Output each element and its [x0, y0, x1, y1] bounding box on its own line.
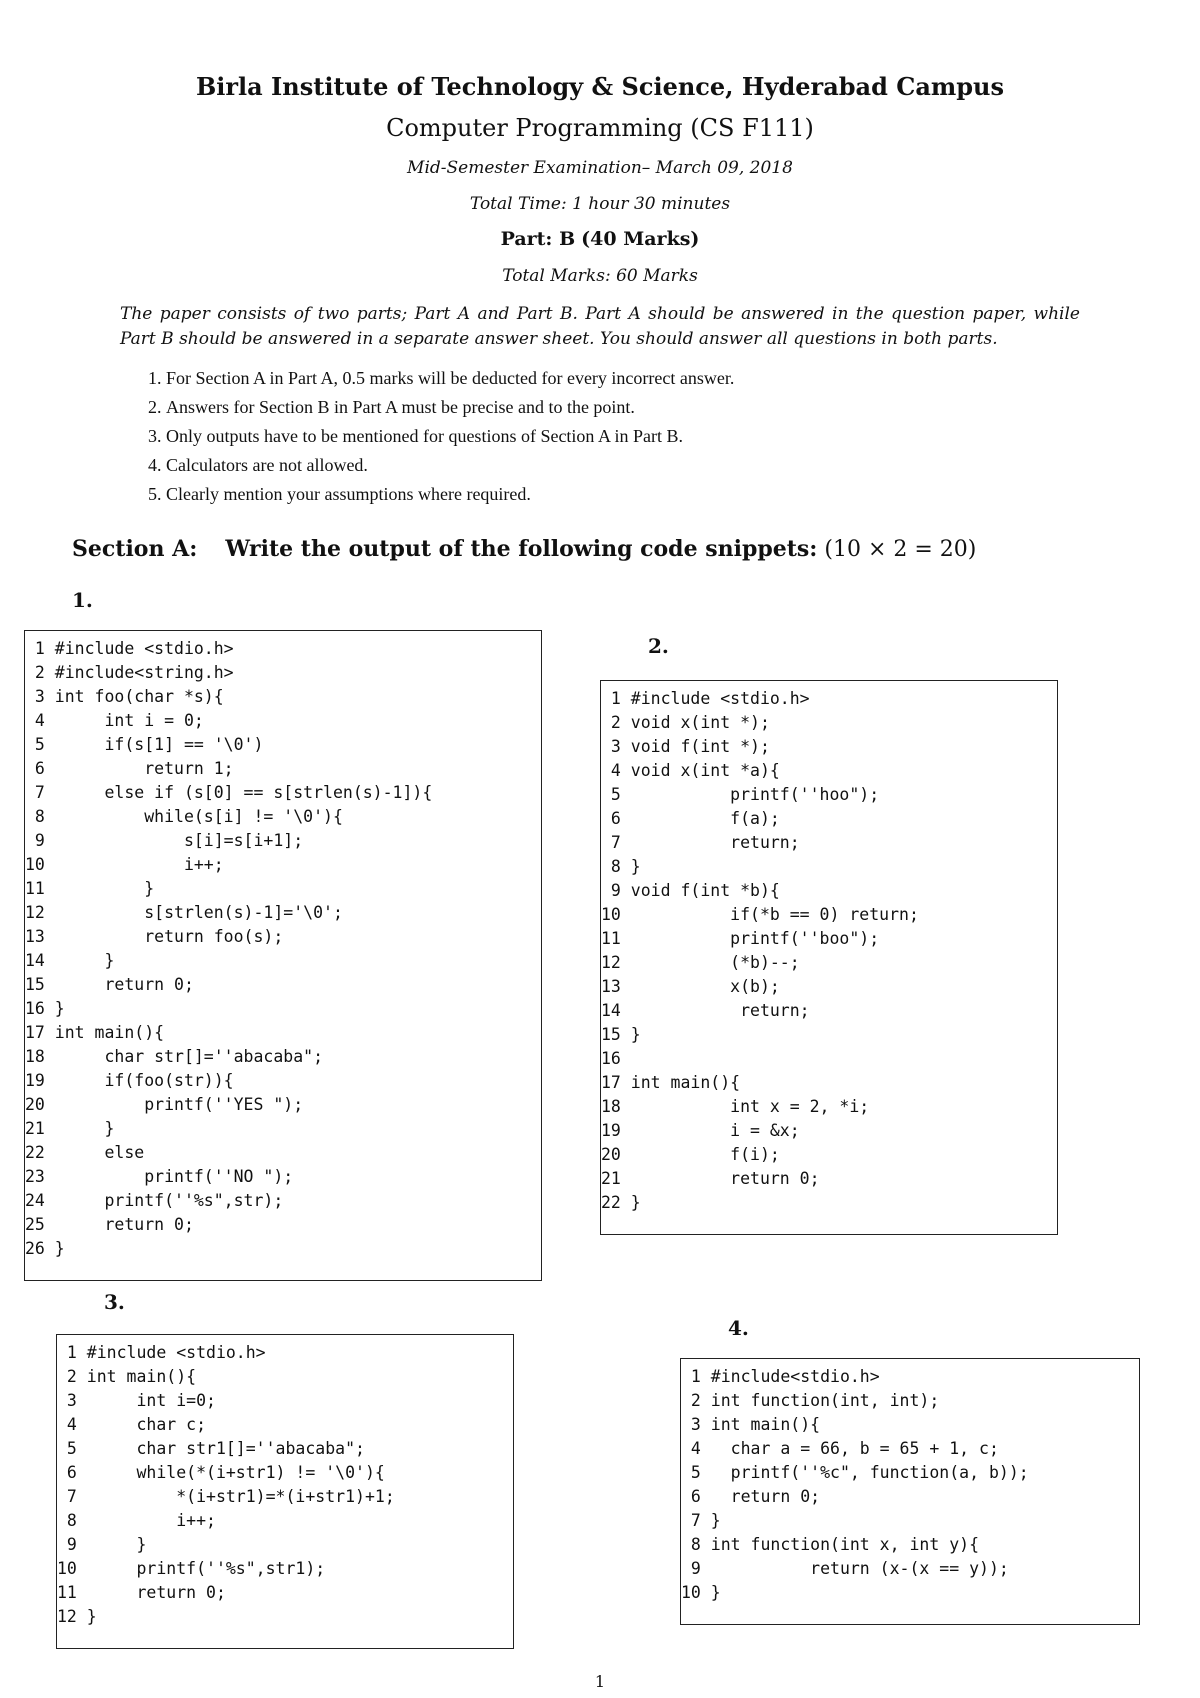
- code-text-4: 1 #include<stdio.h> 2 int function(int, int); 3 int main(){ 4 char a = 66, b = 65 + 1, c; 5 printf(''%c", function(a, b)); 6 return 0; 7 } 8 int function(int x, int y){ 9 return (x-(x == y)); 10 }: [681, 1367, 1029, 1602]
- code-text-3: 1 #include <stdio.h> 2 int main(){ 3 int i=0; 4 char c; 5 char str1[]=''abacaba"; 6 while(*(i+str1) != '\0'){ 7 *(i+str1)=*(i+str1)+1; 8 i++; 9 } 10 printf(''%s",str1); 11 return 0; 12 }: [57, 1343, 395, 1626]
- question-number-1: 1.: [72, 588, 93, 612]
- section-title: Write the output of the following code snippets:: [225, 536, 818, 562]
- part-heading: [0, 228, 1200, 250]
- section-label: Section A:: [72, 536, 198, 562]
- code-text-2: 1 #include <stdio.h> 2 void x(int *); 3 void f(int *); 4 void x(int *a){ 5 printf(''hoo"); 6 f(a); 7 return; 8 } 9 void f(int *b){ 10 if(*b == 0) return; 11 printf(''boo"); 12 (*b)--; 13 x(b); 14 return; 15 } 16 17 int main(){ 18 int x = 2, *i; 19 i = &x; 20 f(i); 21 return 0; 22 }: [601, 689, 919, 1212]
- question-number-4: 4.: [728, 1316, 749, 1340]
- question-number-2: 2.: [648, 634, 669, 658]
- page-number: 1: [594, 1672, 606, 1691]
- part-marks: (40 Marks): [581, 228, 700, 250]
- code-snippet-1: [24, 630, 542, 1281]
- section-marks: (10 × 2 = 20): [824, 537, 977, 562]
- instruction-item: 5. Clearly mention your assumptions where required.: [166, 480, 734, 509]
- institute-title: Birla Institute of Technology & Science, Hyderabad Campus: [195, 72, 1005, 101]
- code-text-1: 1 #include <stdio.h> 2 #include<string.h> 3 int foo(char *s){ 4 int i = 0; 5 if(s[1] == '\0') 6 return 1; 7 else if (s[0] == s[strlen(s)-1]){ 8 while(s[i] != '\0'){ 9 s[i]=s[i+1]; 10 i++; 11 } 12 s[strlen(s)-1]='\0'; 13 return foo(s); 14 } 15 return 0; 16 } 17 int main(){ 18 char str[]=''abacaba"; 19 if(foo(str)){ 20 printf(''YES "); 21 } 22 else 23 printf(''NO "); 24 printf(''%s",str); 25 return 0; 26 }: [25, 639, 433, 1258]
- instruction-item: 1. For Section A in Part A, 0.5 marks will be deducted for every incorrect answer.: [166, 364, 734, 393]
- instruction-item: 3. Only outputs have to be mentioned for questions of Section A in Part B.: [166, 422, 734, 451]
- part-label: Part: B: [500, 228, 576, 250]
- instructions-list: [128, 364, 734, 509]
- course-title: Computer Programming (CS F111): [386, 114, 814, 142]
- paper-description: The paper consists of two parts; Part A and Part B. Part A should be answered in the question paper, while Part B should be answered in a separate answer sheet. You should answer all questions in both parts.: [120, 304, 1080, 349]
- code-snippet-2: [600, 680, 1058, 1235]
- code-snippet-4: [680, 1358, 1140, 1625]
- total-marks: Total Marks: 60 Marks: [502, 266, 698, 286]
- instruction-item: 2. Answers for Section B in Part A must be precise and to the point.: [166, 393, 734, 422]
- section-heading: [72, 536, 976, 562]
- instruction-item: 4. Calculators are not allowed.: [166, 451, 734, 480]
- total-time: Total Time: 1 hour 30 minutes: [469, 194, 731, 214]
- code-snippet-3: [56, 1334, 514, 1649]
- question-number-3: 3.: [104, 1290, 125, 1314]
- exam-info: Mid-Semester Examination– March 09, 2018: [407, 158, 793, 178]
